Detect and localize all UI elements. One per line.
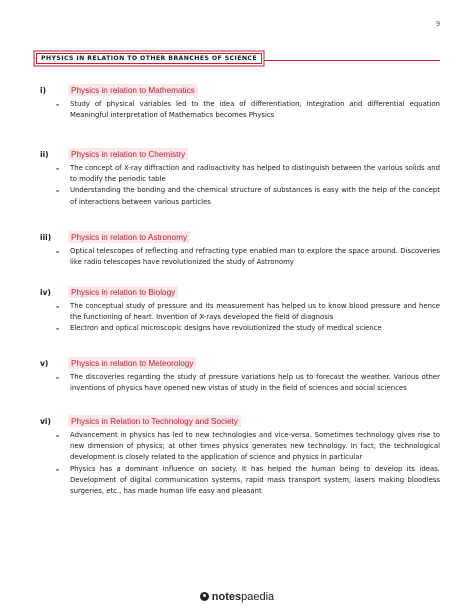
bullet-item: [56, 430, 440, 464]
section-title: Physics in Relation to Technology and Society: [68, 415, 241, 427]
section-numeral: v): [40, 359, 49, 368]
bullet-item: [56, 99, 440, 121]
bullet-text: Understanding the bonding and the chemical structure of substances is easy with the help of the concept of interactions between various particles: [70, 186, 440, 206]
bullet-marker: -: [56, 247, 60, 256]
section-mathematics: [40, 84, 440, 121]
bullet-marker: -: [56, 302, 60, 311]
bullet-text: Physics has a dominant influence on society. It has helped the human being to develop its ideas. Development of digital communication systems, rapid mass transport system, lasers making bloodless surgeries, etc., has made human life easy and pleasant: [70, 464, 440, 496]
bullet-marker: -: [56, 431, 60, 440]
bullet-text: Advancement in physics has led to new technologies and vice-versa. Sometimes technology gives rise to new dimension of physics; at other times physics generates new technology. In fact, the technological development is closely related to the application of science and physics in particular: [70, 431, 440, 462]
section-title: Physics in relation to Biology: [68, 286, 178, 298]
brand-bold: notes: [211, 591, 242, 603]
notespaedia-logo-icon: [200, 592, 209, 601]
bullet-item: [56, 464, 440, 498]
section-chemistry: [40, 148, 440, 208]
footer-brand: [0, 591, 474, 603]
bullet-text: Optical telescopes of reflecting and refracting type enabled man to explore the space around. Discoveries like radio telescopes have revolutionized the study of Astronomy: [70, 247, 440, 267]
bullet-marker: -: [56, 373, 60, 382]
section-numeral: ii): [40, 150, 49, 159]
section-title: Physics in relation to Chemistry: [68, 148, 188, 160]
section-numeral: i): [40, 86, 46, 95]
bullet-marker: -: [56, 324, 60, 334]
bullet-text: Electron and optical microscopic designs have revolutionized the study of medical science: [70, 324, 382, 333]
section-meteorology: [40, 357, 440, 394]
section-technology-society: [40, 415, 440, 497]
brand-rest: paedia: [241, 591, 275, 603]
section-title: Physics in relation to Mathematics: [68, 84, 198, 96]
bullet-marker: -: [56, 100, 60, 109]
bullet-marker: -: [56, 186, 60, 196]
section-astronomy: [40, 231, 440, 268]
page-number: 9: [436, 21, 440, 28]
bullet-text: Study of physical variables led to the idea of differentiation, integration and differential equation Meaningful interpretation of Mathematics becomes Physics: [70, 100, 440, 120]
section-numeral: iii): [40, 233, 52, 242]
bullet-item: [56, 323, 440, 334]
section-title: Physics in relation to Meteorology: [68, 357, 196, 369]
bullet-item: [56, 163, 440, 185]
section-numeral: vi): [40, 417, 51, 426]
bullet-item: [56, 246, 440, 268]
bullet-text: The conceptual study of pressure and its measurement has helped us to know blood pressure and hence the functioning of heart. Invention of X-rays developed the field of diagnosis: [70, 302, 440, 322]
bullet-marker: -: [56, 164, 60, 173]
page-banner: PHYSICS IN RELATION TO OTHER BRANCHES OF SCIENCE: [36, 53, 262, 64]
bullet-text: The concept of X-ray diffraction and radioactivity has helped to distinguish between the various solids and to modify the periodic table: [70, 164, 440, 184]
bullet-item: [56, 372, 440, 394]
section-biology: [40, 286, 440, 335]
section-title: Physics in relation to Astronomy: [68, 231, 190, 243]
bullet-item: [56, 185, 440, 207]
bullet-marker: -: [56, 464, 60, 474]
section-numeral: iv): [40, 288, 51, 297]
bullet-item: [56, 301, 440, 323]
bullet-text: The discoveries regarding the study of pressure variations help us to forecast the weather. Various other inventions of physics have opened new vistas of study in the field of sciences and social sciences: [70, 373, 440, 393]
